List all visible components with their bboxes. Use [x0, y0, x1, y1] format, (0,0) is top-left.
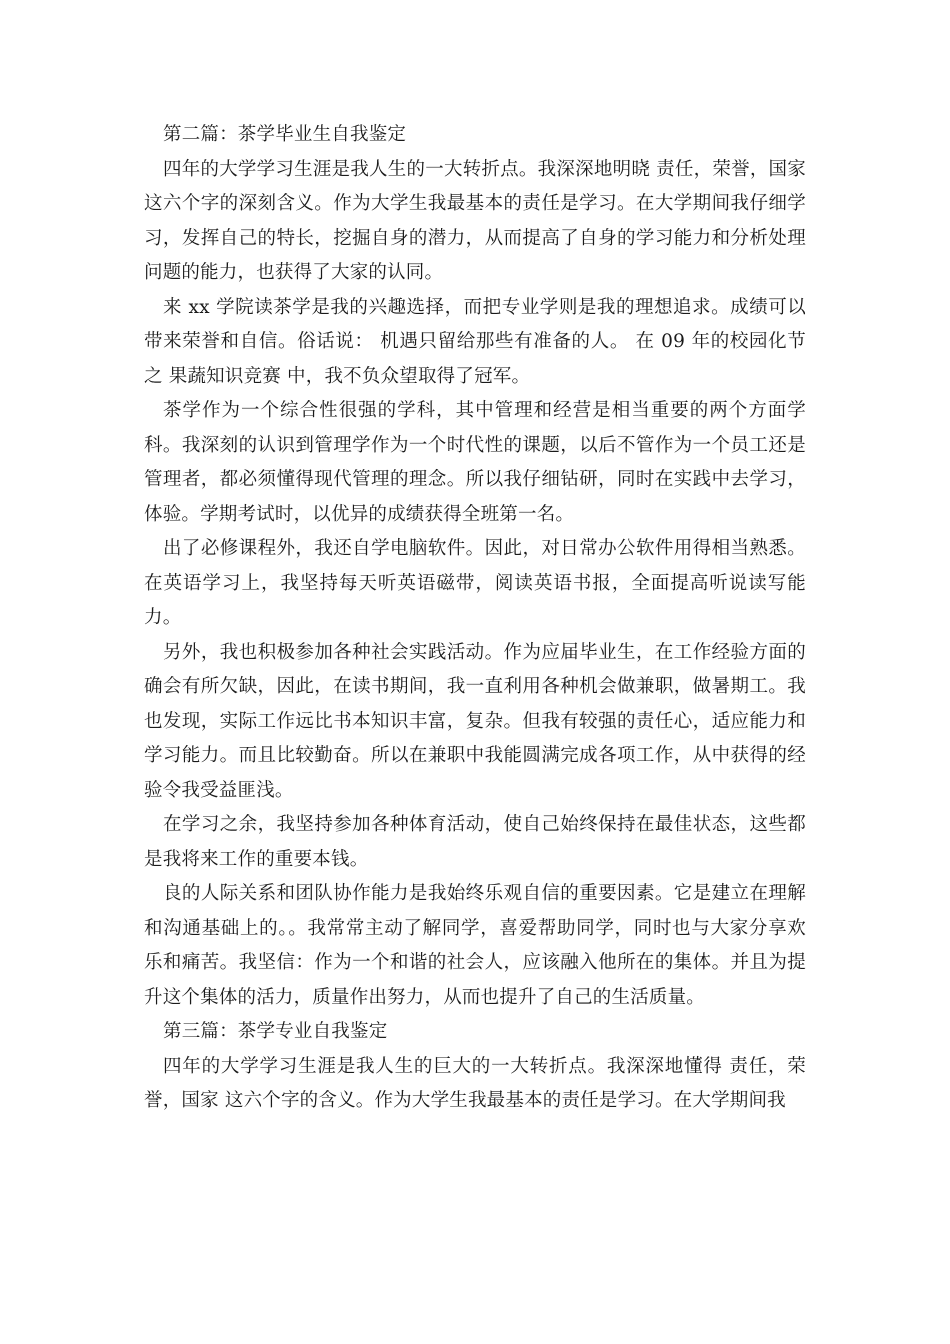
paragraph: 在学习之余，我坚持参加各种体育活动，使自己始终保持在最佳状态，这些都是我将来工作的重要本钱。: [144, 814, 806, 870]
paragraph: 良的人际关系和团队协作能力是我始终乐观自信的重要因素。它是建立在理解和沟通基础上的。。我常常主动了解同学，喜爱帮助同学，同时也与大家分享欢乐和痛苦。我坚信：作为一个和谐的社会人，应该融入他所在的集体。并且为提升这个集体的活力，质量作出努力，从而也提升了自己的生活质量。: [144, 883, 806, 1008]
section-heading: 第二篇：茶学毕业生自我鉴定: [163, 124, 407, 145]
paragraph: 另外，我也积极参加各种社会实践活动。作为应届毕业生，在工作经验方面的确会有所欠缺，因此，在读书期间，我一直利用各种机会做兼职，做暑期工。我也发现，实际工作远比书本知识丰富，复杂。但我有较强的责任心，适应能力和学习能力。而且比较勤奋。所以在兼职中我能圆满完成各项工作，从中获得的经验令我受益匪浅。: [144, 641, 806, 801]
document-body: [144, 118, 806, 1119]
paragraph: 出了必修课程外，我还自学电脑软件。因此，对日常办公软件用得相当熟悉。在英语学习上，我坚持每天听英语磁带，阅读英语书报，全面提高听说读写能力。: [144, 538, 806, 628]
section-heading: 第三篇：茶学专业自我鉴定: [163, 1021, 388, 1042]
paragraph: 四年的大学学习生涯是我人生的一大转折点。我深深地明晓 责任，荣誉，国家 这六个字的深刻含义。作为大学生我最基本的责任是学习。在大学期间我仔细学习，发挥自己的特长，挖掘自身的潜力，从而提高了自身的学习能力和分析处理问题的能力，也获得了大家的认同。: [144, 158, 806, 283]
paragraph: 四年的大学学习生涯是我人生的巨大的一大转折点。我深深地懂得 责任，荣誉，国家 这六个字的含义。作为大学生我最基本的责任是学习。在大学期间我: [144, 1055, 806, 1111]
paragraph: 来 xx 学院读茶学是我的兴趣选择，而把专业学则是我的理想追求。成绩可以带来荣誉和自信。俗话说： 机遇只留给那些有准备的人。 在 09 年的校园化节之 果蔬知识竞赛 中，我不负众望取得了冠军。: [144, 296, 806, 387]
paragraph: 茶学作为一个综合性很强的学科，其中管理和经营是相当重要的两个方面学科。我深刻的认识到管理学作为一个时代性的课题，以后不管作为一个员工还是管理者，都必须懂得现代管理的理念。所以我仔细钻研，同时在实践中去学习，体验。学期考试时，以优异的成绩获得全班第一名。: [144, 400, 806, 525]
